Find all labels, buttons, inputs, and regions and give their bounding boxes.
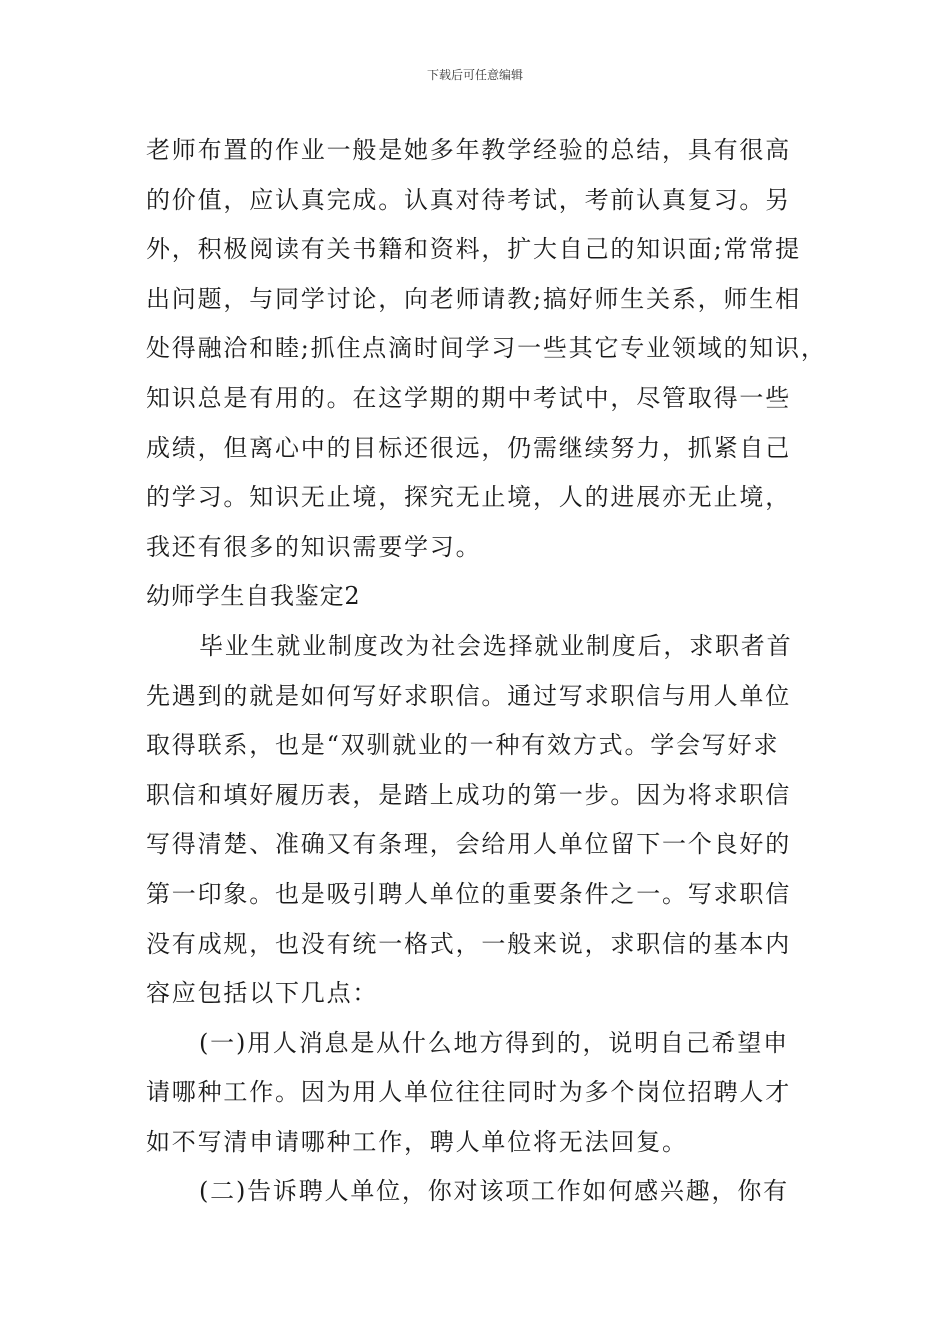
text-line: 没有成规，也没有统一格式，一般来说，求职信的基本内 [146, 929, 791, 958]
section-heading: 幼师学生自我鉴定2 [146, 582, 361, 611]
paragraph-first-line: 毕业生就业制度改为社会选择就业制度后，求职者首 [199, 631, 793, 660]
text-line: 第一印象。也是吸引聘人单位的重要条件之一。写求职信 [146, 879, 791, 908]
text-line: 写得清楚、准确又有条理，会给用人单位留下一个良好的 [146, 830, 791, 859]
text-line: 成绩，但离心中的目标还很远，仍需继续努力，抓紧自己 [146, 433, 791, 462]
text-line: 的价值，应认真完成。认真对待考试，考前认真复习。另 [146, 185, 791, 214]
text-line: 处得融洽和睦;抓住点滴时间学习一些其它专业领域的知识， [146, 334, 827, 363]
paragraph-first-line: (二)告诉聘人单位，你对该项工作如何感兴趣，你有 [199, 1177, 789, 1206]
text-line: 的学习。知识无止境，探究无止境，人的进展亦无止境， [146, 483, 791, 512]
text-line: 容应包括以下几点： [146, 979, 379, 1008]
text-line: 知识总是有用的。在这学期的期中考试中，尽管取得一些 [146, 383, 791, 412]
text-line: 先遇到的就是如何写好求职信。通过写求职信与用人单位 [146, 681, 791, 710]
text-line: 如不写清申请哪种工作，聘人单位将无法回复。 [146, 1127, 688, 1156]
text-line: 请哪种工作。因为用人单位往往同时为多个岗位招聘人才 [146, 1078, 791, 1107]
text-line: 我还有很多的知识需要学习。 [146, 532, 482, 561]
text-line: 外，积极阅读有关书籍和资料，扩大自己的知识面;常常提 [146, 235, 801, 264]
page-header: 下载后可任意编辑 [426, 68, 523, 82]
paragraph-first-line: (一)用人消息是从什么地方得到的，说明自己希望申 [199, 1028, 789, 1057]
document-body [146, 126, 826, 1217]
text-line: 出问题，与同学讨论，向老师请教;搞好师生关系，师生相 [146, 284, 801, 313]
text-line: 职信和填好履历表，是踏上成功的第一步。因为将求职信 [146, 780, 791, 809]
text-line: 老师布置的作业一般是她多年教学经验的总结，具有很高 [146, 136, 791, 164]
text-line: 取得联系，也是“双驯就业的一种有效方式。学会写好求 [146, 731, 780, 760]
